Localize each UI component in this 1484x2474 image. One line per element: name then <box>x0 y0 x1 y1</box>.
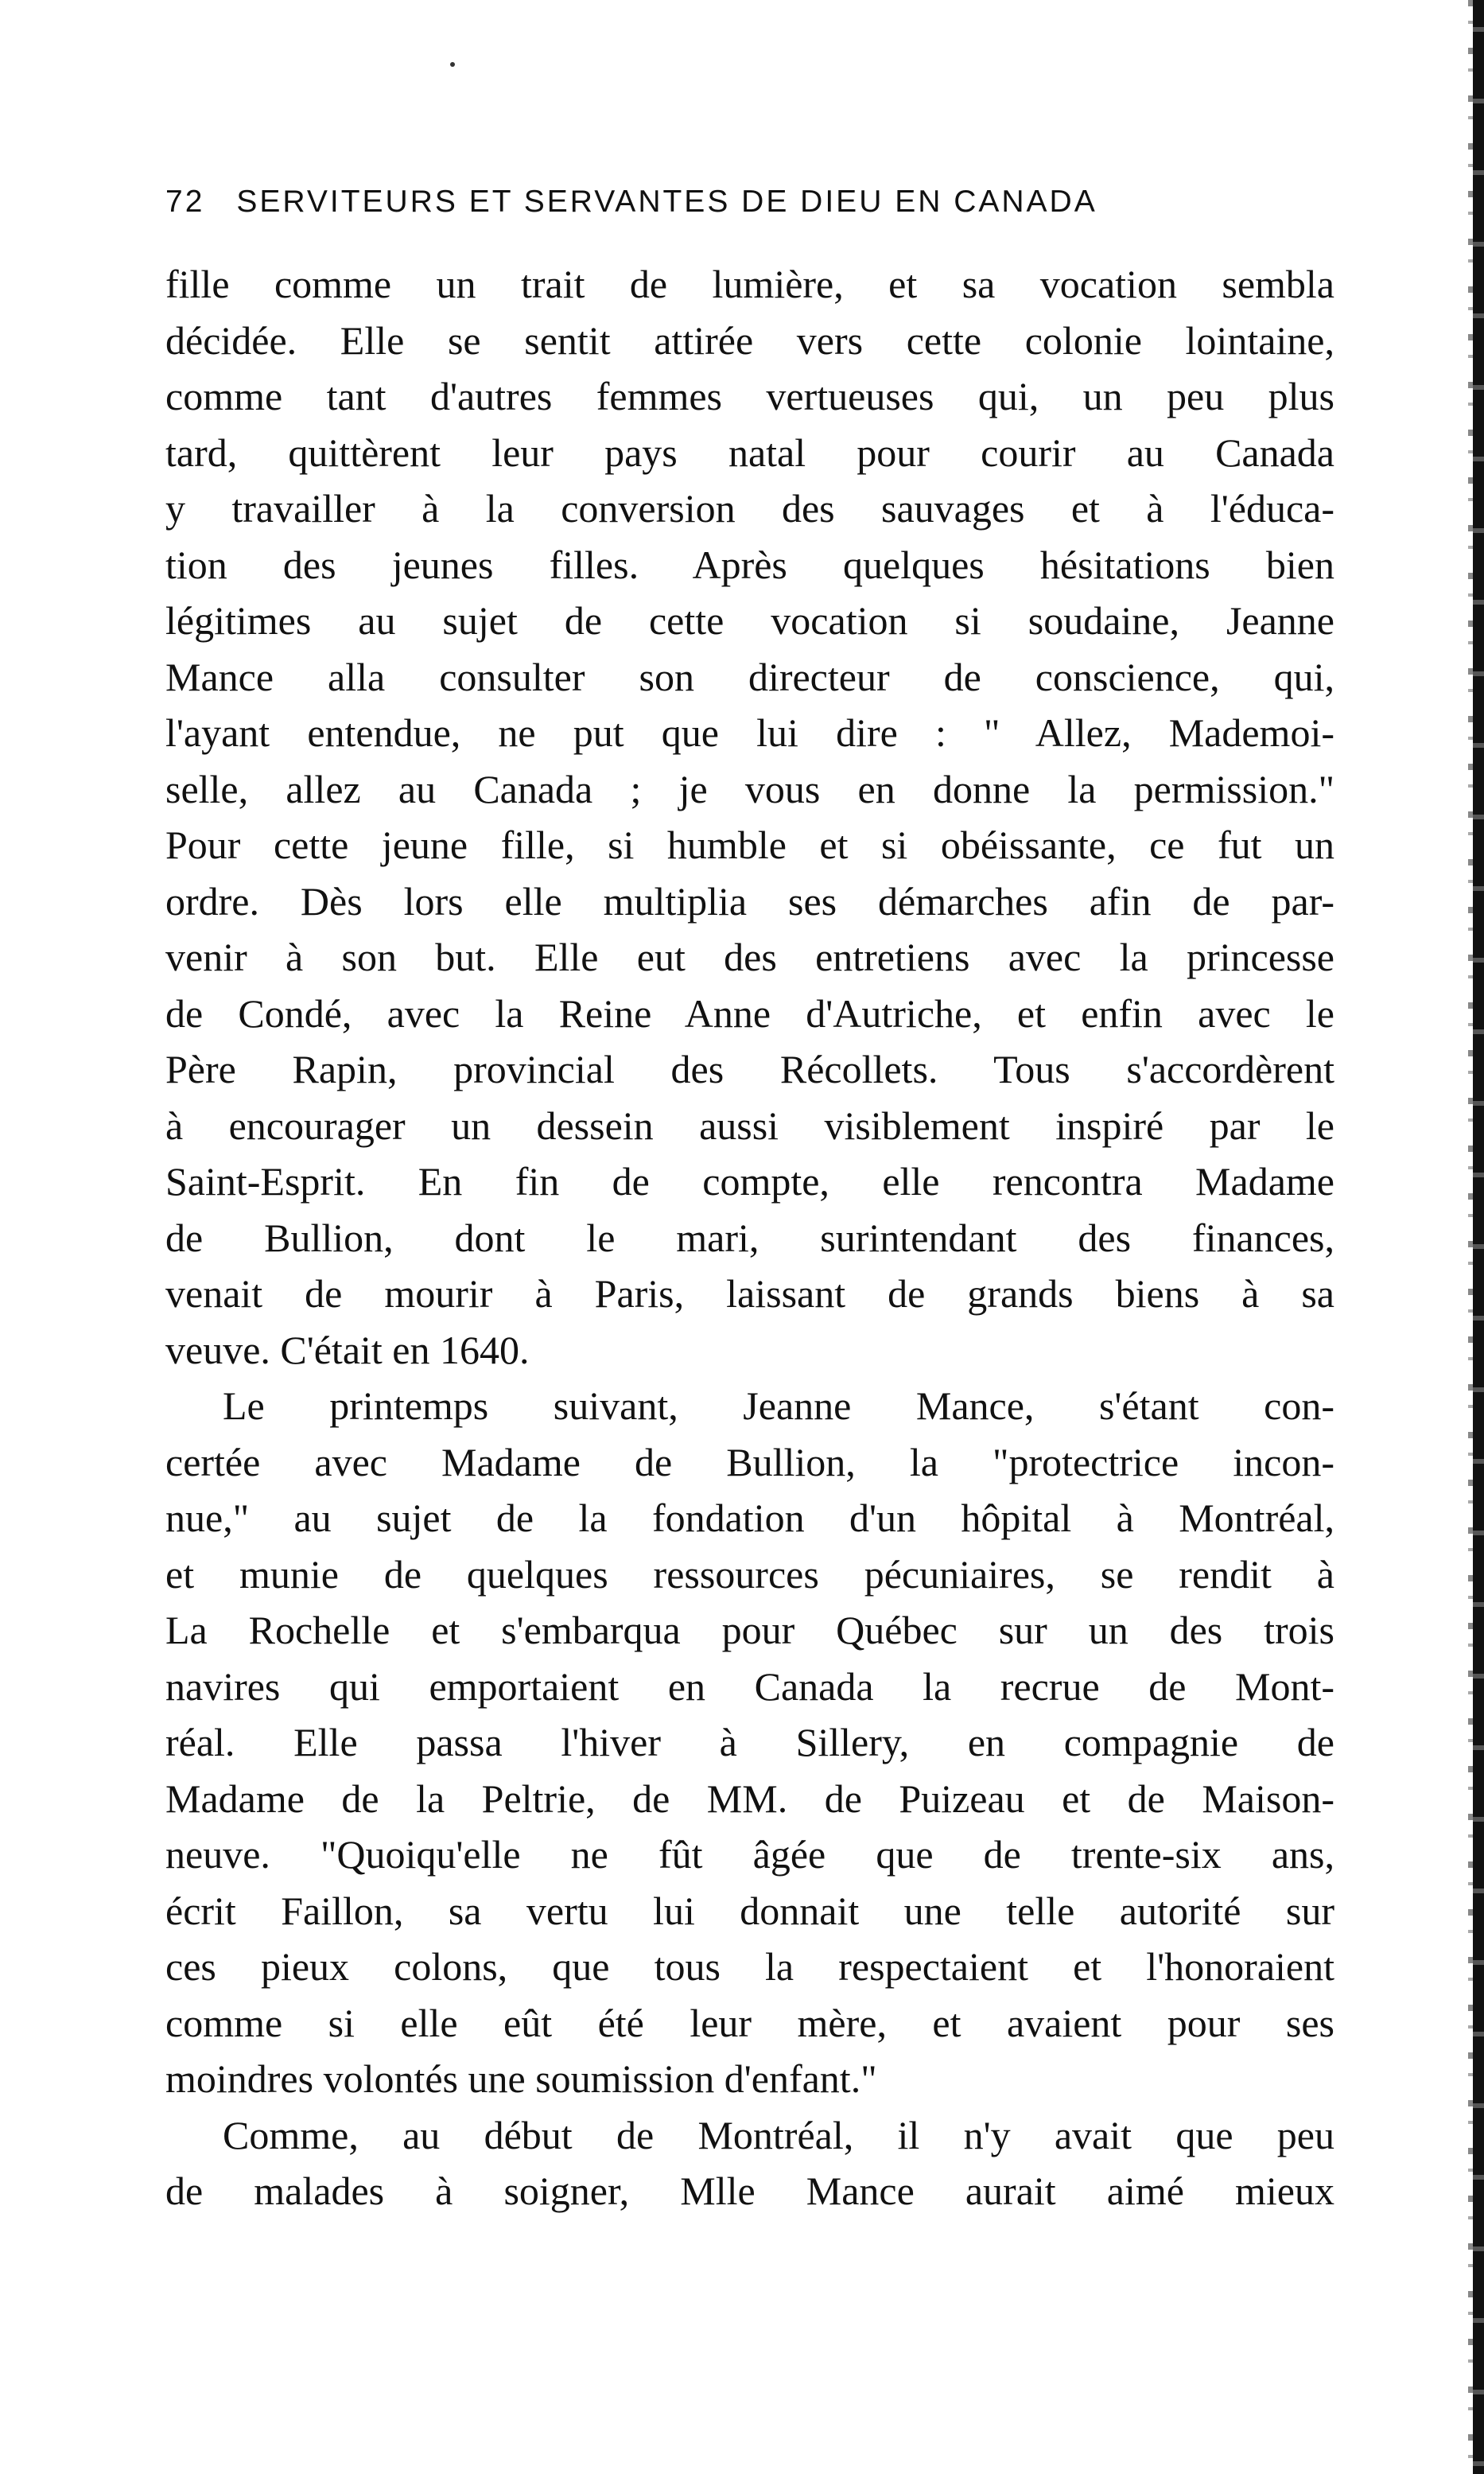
text-line: légitimes au sujet de cette vocation si soudaine, Jeanne <box>165 598 1334 643</box>
text-line: Saint-Esprit. En fin de compte, elle rencontra Madame <box>165 1159 1334 1204</box>
text-line: ordre. Dès lors elle multiplia ses démarches afin de par- <box>165 878 1334 924</box>
text-line: comme si elle eût été leur mère, et avaient pour ses <box>165 2000 1334 2045</box>
text-line: y travailler à la conversion des sauvages et à l'éduca- <box>165 486 1334 531</box>
text-line: nue," au sujet de la fondation d'un hôpital à Montréal, <box>165 1496 1334 1540</box>
text-line: l'ayant entendue, ne put que lui dire : " Allez, Mademoi- <box>165 710 1334 755</box>
text-line: tard, quittèrent leur pays natal pour courir au Canada <box>165 430 1334 475</box>
text-line: réal. Elle passa l'hiver à Sillery, en compagnie de <box>165 1720 1334 1764</box>
text-line: et munie de quelques ressources pécuniaires, se rendit à <box>165 1551 1334 1597</box>
text-line: Pour cette jeune fille, si humble et si obéissante, ce fut un <box>165 823 1334 867</box>
page-number: 72 <box>165 185 205 219</box>
running-title: SERVITEURS ET SERVANTES DE DIEU EN CANADA <box>236 185 1097 219</box>
text-line: Père Rapin, provincial des Récollets. Tous s'accordèrent <box>165 1047 1334 1091</box>
text-line: écrit Faillon, sa vertu lui donnait une telle autorité sur <box>165 1888 1334 1933</box>
text-line: La Rochelle et s'embarqua pour Québec sur un des trois <box>165 1608 1334 1652</box>
text-line: tion des jeunes filles. Après quelques hésitations bien <box>165 542 1334 587</box>
text-line: à encourager un dessein aussi visiblement inspiré par le <box>165 1103 1334 1148</box>
running-header <box>165 177 1334 228</box>
text-line: venait de mourir à Paris, laissant de grands biens à sa <box>165 1271 1334 1316</box>
text-line: Comme, au début de Montréal, il n'y avait que peu <box>223 2112 1334 2157</box>
text-line: neuve. "Quoiqu'elle ne fût âgée que de trente-six ans, <box>165 1832 1334 1877</box>
text-line: fille comme un trait de lumière, et sa vocation sembla <box>165 262 1334 306</box>
text-line: Le printemps suivant, Jeanne Mance, s'étant con- <box>223 1383 1334 1428</box>
text-line: Mance alla consulter son directeur de conscience, qui, <box>165 654 1334 699</box>
text-line: de malades à soigner, Mlle Mance aurait aimé mieux <box>165 2169 1334 2213</box>
text-line: navires qui emportaient en Canada la recrue de Mont- <box>165 1663 1334 1709</box>
text-line: moindres volontés une soumission d'enfant." <box>165 2056 877 2101</box>
text-line: certée avec Madame de Bullion, la "protectrice incon- <box>165 1439 1334 1484</box>
body-text <box>165 256 1334 2219</box>
text-line: ces pieux colons, que tous la respectaient et l'honoraient <box>165 1944 1334 1989</box>
print-speck <box>450 62 455 67</box>
text-line: comme tant d'autres femmes vertueuses qui, un peu plus <box>165 374 1334 418</box>
binding-edge <box>1473 0 1484 2474</box>
text-line: de Bullion, dont le mari, surintendant des finances, <box>165 1215 1334 1260</box>
text-line: venir à son but. Elle eut des entretiens avec la princesse <box>165 935 1334 979</box>
text-line: selle, allez au Canada ; je vous en donne la permission." <box>165 766 1334 811</box>
text-line: veuve. C'était en 1640. <box>165 1327 530 1372</box>
text-line: de Condé, avec la Reine Anne d'Autriche, et enfin avec le <box>165 990 1334 1036</box>
text-line: Madame de la Peltrie, de MM. de Puizeau et de Maison- <box>165 1776 1334 1821</box>
text-line: décidée. Elle se sentit attirée vers cette colonie lointaine, <box>165 317 1334 363</box>
